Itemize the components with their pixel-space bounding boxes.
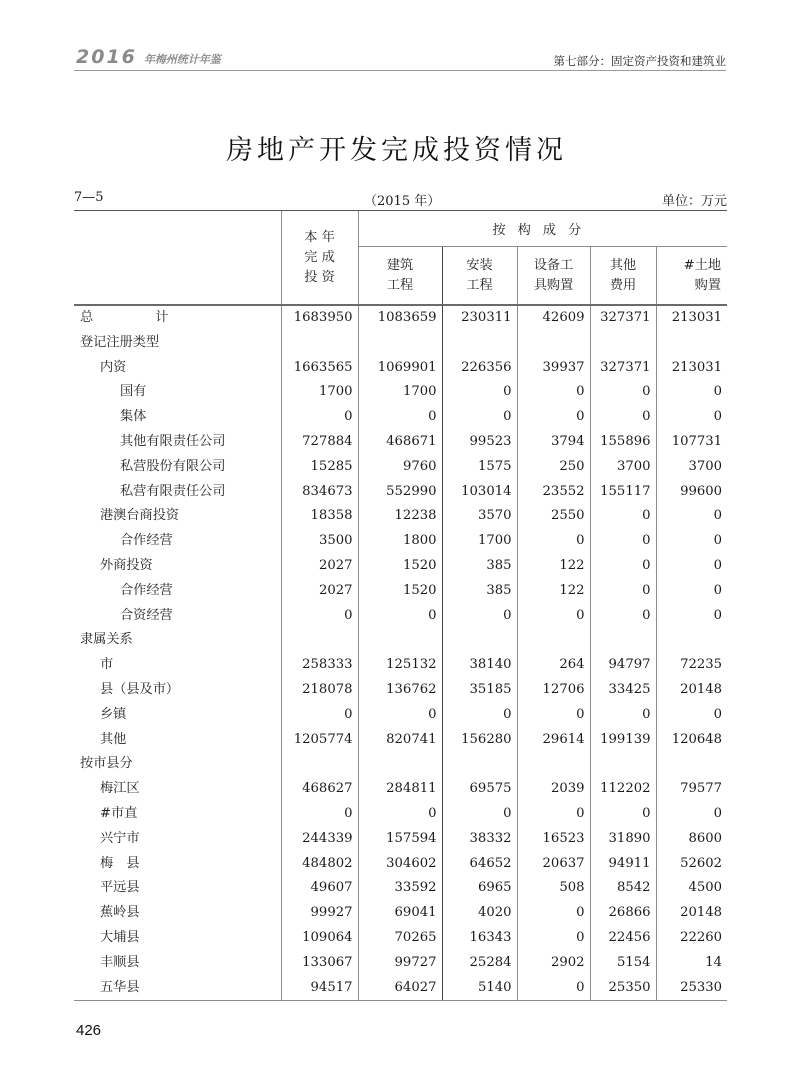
row-label: 集体 (120, 409, 147, 425)
cell-value: 0 (656, 802, 727, 827)
cell-value: 33425 (590, 678, 656, 703)
row-label: 平远县 (100, 880, 140, 896)
running-head (74, 44, 726, 71)
cell-value: 33592 (358, 876, 442, 901)
cell-value: 72235 (656, 653, 727, 678)
cell-value (517, 628, 590, 653)
cell-value: 15285 (281, 455, 358, 480)
row-label: 蕉岭县 (100, 905, 140, 921)
header-label-column (74, 211, 281, 306)
cell-value: 64027 (358, 976, 442, 1001)
table-row (74, 430, 727, 455)
cell-value: 327371 (590, 305, 656, 331)
row-label: 五华县 (74, 976, 281, 1001)
cell-value: 39937 (517, 356, 590, 381)
cell-value: 0 (590, 703, 656, 728)
cell-value: 226356 (442, 356, 517, 381)
cell-value: 0 (358, 604, 442, 629)
cell-value: 16343 (442, 926, 517, 951)
cell-value: 103014 (442, 480, 517, 505)
cell-value: 552990 (358, 480, 442, 505)
cell-value: 468671 (358, 430, 442, 455)
cell-value: 385 (442, 579, 517, 604)
cell-value: 25350 (590, 976, 656, 1001)
cell-value: 0 (656, 405, 727, 430)
cell-value: 133067 (281, 951, 358, 976)
table-row (74, 554, 727, 579)
cell-value: 0 (442, 802, 517, 827)
header-by-composition: 按构成分 (358, 211, 727, 247)
cell-value: 1683950 (281, 305, 358, 331)
page-title: 房地产开发完成投资情况 (226, 135, 567, 166)
table-row (74, 901, 727, 926)
cell-value: 26866 (590, 901, 656, 926)
cell-value: 4500 (656, 876, 727, 901)
cell-value: 29614 (517, 728, 590, 753)
cell-value: 2027 (281, 554, 358, 579)
cell-value (281, 628, 358, 653)
cell-value: 0 (517, 926, 590, 951)
table-row (74, 827, 727, 852)
cell-value: 64652 (442, 852, 517, 877)
table-row (74, 926, 727, 951)
header-column (590, 247, 656, 306)
row-label: 隶属关系 (80, 632, 133, 648)
cell-value: 1083659 (358, 305, 442, 331)
cell-value: 0 (656, 529, 727, 554)
row-label: 私营有限责任公司 (120, 483, 226, 499)
cell-value: 0 (442, 703, 517, 728)
header-total-line: 本 年 (304, 229, 335, 245)
cell-value: 1663565 (281, 356, 358, 381)
cell-value: 0 (517, 529, 590, 554)
table-row (74, 876, 727, 901)
cell-value: 0 (656, 604, 727, 629)
table-row (74, 728, 727, 753)
cell-value: 3500 (281, 529, 358, 554)
cell-value (590, 331, 656, 356)
row-label: 其他有限责任公司 (120, 433, 226, 449)
cell-value: 5140 (442, 976, 517, 1001)
cell-value: 0 (517, 703, 590, 728)
cell-value: 0 (281, 802, 358, 827)
row-label: #市直 (100, 805, 138, 821)
cell-value: 2039 (517, 777, 590, 802)
yearbook-title (76, 46, 221, 68)
table-row (74, 951, 727, 976)
cell-value: 12238 (358, 504, 442, 529)
cell-value: 79577 (656, 777, 727, 802)
cell-value: 0 (656, 579, 727, 604)
cell-value: 23552 (517, 480, 590, 505)
cell-value: 468627 (281, 777, 358, 802)
header-column (656, 247, 727, 306)
cell-value: 2027 (281, 579, 358, 604)
table-row (74, 405, 727, 430)
investment-table (74, 210, 727, 1001)
table-number: 7—5 (74, 190, 104, 205)
row-label: 国有 (120, 384, 147, 400)
cell-value: 0 (656, 504, 727, 529)
row-label: 登记注册类型 (80, 334, 160, 350)
cell-value: 484802 (281, 852, 358, 877)
cell-value (442, 628, 517, 653)
header-total-investment (281, 211, 358, 306)
cell-value: 3570 (442, 504, 517, 529)
table-row (74, 529, 727, 554)
cell-value: 0 (590, 554, 656, 579)
table-row (74, 752, 727, 777)
cell-value: 69041 (358, 901, 442, 926)
cell-value: 18358 (281, 504, 358, 529)
unit-label: 单位：万元 (661, 194, 727, 209)
cell-value: 1700 (358, 380, 442, 405)
yearbook-year: 2016 (76, 46, 137, 68)
cell-value: 2902 (517, 951, 590, 976)
cell-value: 20148 (656, 901, 727, 926)
cell-value: 213031 (656, 305, 727, 331)
cell-value: 136762 (358, 678, 442, 703)
table-row (74, 976, 727, 1001)
table-row (74, 628, 727, 653)
cell-value: 0 (590, 529, 656, 554)
row-label: 市 (100, 657, 114, 673)
cell-value: 99600 (656, 480, 727, 505)
row-label: 乡镇 (100, 706, 127, 722)
header-column-line: 购置 (694, 277, 722, 293)
cell-value: 8600 (656, 827, 727, 852)
cell-value: 120648 (656, 728, 727, 753)
table-row (74, 802, 727, 827)
cell-value (281, 752, 358, 777)
cell-value: 250 (517, 455, 590, 480)
cell-value (281, 331, 358, 356)
cell-value: 284811 (358, 777, 442, 802)
row-label: 丰顺县 (100, 954, 140, 970)
cell-value: 218078 (281, 678, 358, 703)
header-column (358, 247, 442, 306)
cell-value: 199139 (590, 728, 656, 753)
cell-value: 22260 (656, 926, 727, 951)
table-row (74, 579, 727, 604)
cell-value: 0 (656, 703, 727, 728)
cell-value: 0 (517, 901, 590, 926)
table-row (74, 703, 727, 728)
row-label: 按市县分 (80, 756, 133, 772)
cell-value: 38140 (442, 653, 517, 678)
cell-value: 0 (590, 504, 656, 529)
cell-value: 25284 (442, 951, 517, 976)
cell-value: 94517 (281, 976, 358, 1001)
cell-value (656, 331, 727, 356)
section-name: 第七部分：固定资产投资和建筑业 (553, 54, 726, 68)
row-label (74, 305, 281, 331)
table-row (74, 380, 727, 405)
cell-value: 20148 (656, 678, 727, 703)
cell-value: 112202 (590, 777, 656, 802)
header-column-line: 安装 (466, 257, 493, 273)
cell-value: 1700 (281, 380, 358, 405)
cell-value (517, 752, 590, 777)
cell-value: 0 (442, 405, 517, 430)
cell-value: 0 (517, 405, 590, 430)
row-label: 内资 (100, 359, 127, 375)
table-meta (74, 190, 727, 210)
cell-value: 0 (590, 604, 656, 629)
header-column-line: 工程 (386, 277, 414, 293)
cell-value: 157594 (358, 827, 442, 852)
table-row (74, 653, 727, 678)
cell-value: 0 (358, 405, 442, 430)
header-column (442, 247, 517, 306)
cell-value: 1520 (358, 554, 442, 579)
cell-value: 25330 (656, 976, 727, 1001)
cell-value: 0 (358, 703, 442, 728)
page-number: 426 (76, 1022, 102, 1039)
cell-value (442, 752, 517, 777)
header-column-line: 其他 (609, 257, 637, 273)
cell-value: 31890 (590, 827, 656, 852)
cell-value: 99927 (281, 901, 358, 926)
cell-value (358, 628, 442, 653)
cell-value: 6965 (442, 876, 517, 901)
cell-value: 3794 (517, 430, 590, 455)
cell-value: 834673 (281, 480, 358, 505)
header-total-line: 完 成 (304, 249, 335, 265)
cell-value: 327371 (590, 356, 656, 381)
table-row (74, 480, 727, 505)
cell-value: 109064 (281, 926, 358, 951)
cell-value: 0 (281, 604, 358, 629)
cell-value (442, 331, 517, 356)
table-row (74, 852, 727, 877)
cell-value (358, 331, 442, 356)
cell-value: 107731 (656, 430, 727, 455)
cell-value: 0 (656, 380, 727, 405)
cell-value: 5154 (590, 951, 656, 976)
cell-value: 727884 (281, 430, 358, 455)
table-row (74, 504, 727, 529)
row-label: 大埔县 (100, 929, 140, 945)
table-row (74, 305, 727, 331)
row-label: 其他 (100, 731, 127, 747)
header-column-line: 费用 (609, 277, 637, 293)
row-label: 梅江区 (100, 781, 140, 797)
cell-value: 1069901 (358, 356, 442, 381)
cell-value: 49607 (281, 876, 358, 901)
cell-value: 213031 (656, 356, 727, 381)
row-label: 梅 县 (100, 855, 140, 871)
cell-value: 0 (517, 802, 590, 827)
cell-value: 0 (358, 802, 442, 827)
cell-value: 20637 (517, 852, 590, 877)
cell-value (590, 628, 656, 653)
cell-value: 35185 (442, 678, 517, 703)
header-column-line: #土地 (683, 257, 722, 273)
row-label: 合资经营 (120, 607, 173, 623)
cell-value (590, 752, 656, 777)
cell-value: 99727 (358, 951, 442, 976)
cell-value: 258333 (281, 653, 358, 678)
cell-value: 230311 (442, 305, 517, 331)
cell-value: 0 (281, 405, 358, 430)
cell-value: 0 (656, 554, 727, 579)
cell-value: 16523 (517, 827, 590, 852)
cell-value: 1520 (358, 579, 442, 604)
cell-value: 52602 (656, 852, 727, 877)
cell-value: 0 (590, 802, 656, 827)
cell-value: 1800 (358, 529, 442, 554)
cell-value: 0 (517, 976, 590, 1001)
header-total-line: 投 资 (304, 269, 335, 285)
cell-value: 0 (517, 380, 590, 405)
row-label: 合作经营 (120, 533, 173, 549)
cell-value: 12706 (517, 678, 590, 703)
cell-value: 0 (281, 703, 358, 728)
row-label: 港澳台商投资 (100, 508, 180, 524)
row-label: 私营股份有限公司 (120, 458, 226, 474)
cell-value: 508 (517, 876, 590, 901)
cell-value: 304602 (358, 852, 442, 877)
cell-value: 14 (656, 951, 727, 976)
cell-value: 244339 (281, 827, 358, 852)
table-row (74, 356, 727, 381)
cell-value: 22456 (590, 926, 656, 951)
cell-value: 42609 (517, 305, 590, 331)
cell-value: 8542 (590, 876, 656, 901)
cell-value: 1700 (442, 529, 517, 554)
cell-value: 4020 (442, 901, 517, 926)
cell-value: 155896 (590, 430, 656, 455)
cell-value: 9760 (358, 455, 442, 480)
table-row (74, 777, 727, 802)
row-label: 兴宁市 (100, 830, 140, 846)
row-label-part: 总 (80, 310, 94, 325)
cell-value: 125132 (358, 653, 442, 678)
table-row (74, 331, 727, 356)
cell-value: 1575 (442, 455, 517, 480)
cell-value: 0 (442, 604, 517, 629)
header-column (517, 247, 590, 306)
table-row (74, 678, 727, 703)
table-row (74, 604, 727, 629)
cell-value: 3700 (656, 455, 727, 480)
cell-value: 1205774 (281, 728, 358, 753)
header-column-line: 工程 (466, 277, 493, 293)
cell-value: 38332 (442, 827, 517, 852)
cell-value (656, 628, 727, 653)
cell-value: 0 (590, 579, 656, 604)
row-label-part: 计 (155, 310, 169, 325)
cell-value: 70265 (358, 926, 442, 951)
cell-value: 69575 (442, 777, 517, 802)
cell-value: 0 (590, 405, 656, 430)
cell-value: 0 (590, 380, 656, 405)
cell-value (656, 752, 727, 777)
cell-value: 156280 (442, 728, 517, 753)
cell-value: 94911 (590, 852, 656, 877)
table-row (74, 455, 727, 480)
cell-value: 264 (517, 653, 590, 678)
cell-value: 94797 (590, 653, 656, 678)
cell-value (517, 331, 590, 356)
header-column-line: 具购置 (533, 277, 574, 293)
header-column-line: 建筑 (386, 257, 414, 273)
cell-value: 122 (517, 554, 590, 579)
row-label: 外商投资 (100, 557, 153, 573)
yearbook-name: 年梅州统计年鉴 (143, 53, 221, 66)
row-label: 合作经营 (120, 582, 173, 598)
cell-value: 122 (517, 579, 590, 604)
cell-value: 99523 (442, 430, 517, 455)
row-label: 县（县及市） (100, 681, 180, 697)
cell-value: 0 (442, 380, 517, 405)
cell-value: 385 (442, 554, 517, 579)
cell-value: 3700 (590, 455, 656, 480)
cell-value (358, 752, 442, 777)
header-column-line: 设备工 (533, 257, 574, 273)
cell-value: 820741 (358, 728, 442, 753)
year-label: （2015 年） (364, 194, 441, 209)
cell-value: 155117 (590, 480, 656, 505)
cell-value: 0 (517, 604, 590, 629)
cell-value: 2550 (517, 504, 590, 529)
